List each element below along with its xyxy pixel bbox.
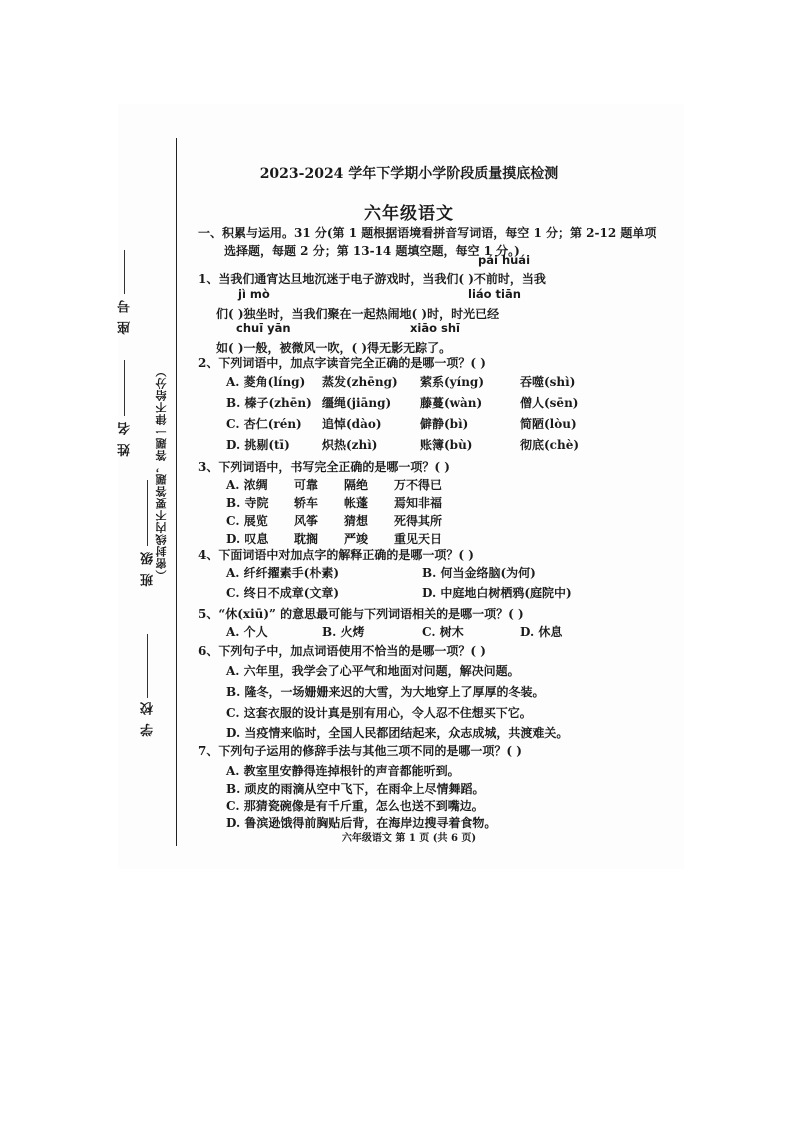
q6-option-a: A. 六年里，我学会了心平气和地面对问题，解决问题。	[226, 664, 520, 678]
q2-stem: 2、下列词语中，加点字读音完全正确的是哪一项？( )	[198, 356, 486, 370]
q3-b3: 帐蓬	[344, 496, 369, 510]
seal-notice: （密封线内不要答题，答题一律不给分）	[155, 365, 168, 581]
seal-line	[176, 138, 177, 846]
class-label: 班 级	[141, 550, 156, 587]
section-heading-line1: 一、积累与运用。31 分(第 1 题根据语境看拼音写词语，每空 1 分；第 2-12 题单项	[198, 226, 657, 240]
page-footer: 六年级语文 第 1 页 (共 6 页)	[341, 833, 477, 844]
q2-c3: 僻静(bì)	[420, 417, 469, 431]
q2-d4: 彻底(chè)	[520, 438, 580, 452]
pinyin-paihuai: pái huái	[478, 253, 531, 267]
q3-b2: 轿车	[294, 496, 319, 510]
q7-option-a: A. 教室里安静得连掉根针的声音都能听到。	[226, 764, 460, 778]
q1-line2: 们( )独坐时，当我们聚在一起热闹地( )时，时光已经	[216, 307, 500, 321]
q5-option-d: D. 休息	[520, 625, 563, 639]
q3-a2: 可靠	[294, 478, 319, 492]
q4-option-c: C. 终日不成章(文章)	[226, 586, 340, 600]
exam-title: 2023-2024 学年下学期小学阶段质量摸底检测	[259, 166, 559, 182]
q2-b3: 藤蔓(wàn)	[420, 396, 483, 410]
q6-option-b: B. 隆冬，一场姗姗来迟的大雪，为大地穿上了厚厚的冬装。	[226, 685, 545, 699]
q3-stem: 3、下列词语中，书写完全正确的是哪一项？( )	[198, 460, 450, 474]
q6-stem: 6、下列句子中，加点词语使用不恰当的是哪一项？( )	[198, 644, 486, 658]
q5-stem: 5、“休(xiū)” 的意思最可能与下列词语相关的是哪一项？( )	[198, 607, 524, 621]
q2-c1: C. 杏仁(rén)	[226, 417, 302, 431]
name-label: 姓 名	[118, 420, 133, 457]
q4-option-a: A. 纤纤擢素手(朴素)	[226, 566, 340, 580]
q7-option-c: C. 那猜瓷碗像是有千斤重，怎么也送不到嘴边。	[226, 799, 484, 813]
q6-option-d: D. 当疫情来临时，全国人民都团结起来，众志成城，共渡难关。	[226, 726, 569, 740]
q3-b1: B. 寺院	[226, 496, 269, 510]
pinyin-chuiyan: chuī yān	[236, 321, 291, 335]
q2-a4: 吞噬(shì)	[520, 375, 576, 389]
q2-d2: 炽热(zhì)	[322, 438, 378, 452]
q2-c4: 简陋(lòu)	[520, 417, 577, 431]
q3-a3: 隔绝	[344, 478, 369, 492]
q2-a3: 萦系(yíng)	[420, 375, 485, 389]
pinyin-xiaoshi: xiāo shī	[410, 321, 460, 335]
seat-label: 座 号	[118, 298, 133, 335]
q1-line3: 如( )一般，被微风一吹，( )得无影无踪了。	[216, 341, 452, 355]
q3-c1: C. 展览	[226, 514, 268, 528]
q3-d3: 严竣	[344, 532, 369, 546]
q2-a1: A. 菱角(líng)	[226, 375, 306, 389]
q5-option-c: C. 树木	[422, 625, 464, 639]
q3-a4: 万不得已	[394, 478, 443, 492]
q2-d3: 账簿(bù)	[420, 438, 473, 452]
q6-option-c: C. 这套衣服的设计真是别有用心，令人忍不住想买下它。	[226, 706, 532, 720]
q7-option-d: D. 鲁滨逊饿得前胸贴后背，在海岸边搜寻着食物。	[226, 816, 497, 830]
school-label: 学 校	[141, 700, 156, 737]
pinyin-jimo: jì mò	[238, 287, 270, 301]
q2-b2: 缰绳(jiāng)	[322, 396, 392, 410]
q4-option-d: D. 中庭地白树栖鸦(庭院中)	[422, 586, 572, 600]
subject-title: 六年级语文	[364, 204, 454, 224]
q3-c2: 风筝	[294, 514, 319, 528]
q7-stem: 7、下列句子运用的修辞手法与其他三项不同的是哪一项？( )	[198, 744, 522, 758]
name-blank	[124, 360, 125, 416]
q3-d1: D. 叹息	[226, 532, 269, 546]
q5-option-b: B. 火烤	[322, 625, 365, 639]
seat-blank	[124, 250, 125, 294]
q2-d1: D. 挑剔(tī)	[226, 438, 290, 452]
q2-a2: 蒸发(zhēng)	[322, 375, 398, 389]
q2-b1: B. 榛子(zhēn)	[226, 396, 312, 410]
pinyin-liaotian: liáo tiān	[468, 287, 521, 301]
q2-c2: 追悼(dào)	[322, 417, 382, 431]
q1-line1: 1、当我们通宵达旦地沉迷于电子游戏时，当我们( )不前时，当我	[198, 272, 546, 286]
q3-b4: 焉知非福	[394, 496, 443, 510]
q7-option-b: B. 顽皮的雨滴从空中飞下，在雨伞上尽情舞蹈。	[226, 782, 485, 796]
q3-d4: 重见天日	[394, 532, 443, 546]
q3-c4: 死得其所	[394, 514, 443, 528]
q3-a1: A. 浓绸	[226, 478, 268, 492]
school-blank	[147, 634, 148, 698]
section-heading-line2: 选择题，每题 2 分；第 13-14 题填空题，每空 1 分。)	[224, 244, 520, 258]
q2-b4: 僧人(sēn)	[520, 396, 579, 410]
q3-c3: 猜想	[344, 514, 369, 528]
q3-d2: 耽搁	[294, 532, 319, 546]
q4-option-b: B. 何当金络脑(为何)	[422, 566, 536, 580]
q4-stem: 4、下面词语中对加点字的解释正确的是哪一项？( )	[198, 548, 474, 562]
q5-option-a: A. 个人	[226, 625, 268, 639]
class-blank	[147, 480, 148, 546]
